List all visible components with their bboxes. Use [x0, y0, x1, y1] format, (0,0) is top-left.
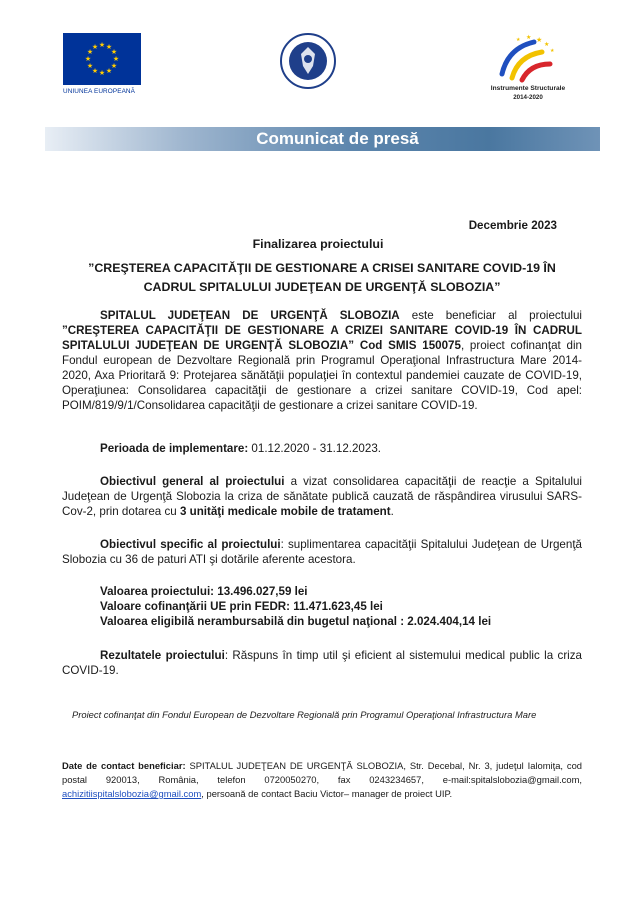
- intro-paragraph: [62, 308, 582, 413]
- eu-caption: UNIUNEA EUROPEANĂ: [63, 88, 136, 95]
- svg-text:★: ★: [105, 67, 113, 75]
- general-objective: [62, 474, 582, 519]
- eu-flag-icon: [63, 33, 141, 85]
- specific-objective-label: Obiectivul specific al proiectului: [100, 538, 281, 551]
- project-title: ”CREŞTEREA CAPACITĂŢII DE GESTIONARE A CRISEI SANITARE COVID-19 ÎN CADRUL SPITALULUI JUDEŢEAN DE URGENŢĂ SLOBOZIA”: [88, 261, 556, 294]
- results-text: : Răspuns în timp util şi eficient al sistemului medical public la criza COVID-19.: [62, 649, 583, 677]
- svg-text:★: ★: [110, 48, 118, 56]
- results-label: Rezultatele proiectului: [100, 649, 225, 662]
- banner-title: Comunicat de presă: [256, 129, 419, 148]
- title-line-1: Finalizarea proiectului: [252, 237, 384, 251]
- intro-text-2: , proiect cofinanţat din Fondul european de Dezvoltare Regională prin Programul Operaţional Infrastructura Mare 2014-2020, Axa Prioritară 9: Protejarea sănătăţii populaţiei în contextul pandemiei cauzate de COVID-19, Operaţiunea: Consolidarea capacităţii de gestionare a crizei sanitare COVID-19, Cod apel: POIM/819/9/1/Consolidarea capacităţii de gestionare a crizei sanitare COVID-19.: [62, 339, 582, 412]
- period-label: Perioada de implementare:: [100, 442, 249, 455]
- svg-text:★: ★: [91, 67, 99, 75]
- structural-instruments-icon: [502, 34, 555, 80]
- general-objective-end: .: [390, 505, 394, 518]
- svg-text:★: ★: [110, 62, 118, 70]
- svg-text:★: ★: [550, 48, 555, 54]
- project-results: [62, 648, 582, 678]
- general-objective-text: a vizat consolidarea capacităţii de reacţie a Spitalului Judeţean de Urgenţă Slobozia la criza de sănătate publică cauzată de răspândirea virusului SARS-Cov-2, prin dotarea cu: [62, 475, 582, 518]
- contact-label: Date de contact beneficiar:: [62, 760, 186, 771]
- eu-cofinancing-value: Valoare cofinanţării UE prin FEDR: 11.471.623,45 lei: [100, 600, 383, 613]
- eu-logo: [63, 33, 141, 95]
- svg-text:★: ★: [98, 69, 106, 77]
- contact-text: SPITALUL JUDEŢEAN DE URGENŢĂ SLOBOZIA, Str. Decebal, Nr. 3, judeţul Ialomiţa, cod postal 920013, România, telefon 0720050270, fax 0243234657, e-mail:spitalslobozia@gmail.com,: [62, 760, 583, 785]
- period-value: 01.12.2020 - 31.12.2023.: [248, 442, 381, 455]
- intro-text-1: este beneficiar al proiectului: [399, 309, 582, 322]
- release-date: Decembrie 2023: [468, 219, 557, 232]
- beneficiary-name: SPITALUL JUDEŢEAN DE URGENŢĂ SLOBOZIA: [100, 309, 400, 322]
- svg-text:★: ★: [536, 36, 543, 44]
- cofinancing-footnote: Proiect cofinanţat din Fondul European de Dezvoltare Regională prin Programul Operaţional Infrastructura Mare: [72, 709, 537, 720]
- svg-text:★: ★: [91, 43, 99, 51]
- svg-text:★: ★: [86, 62, 94, 70]
- press-release-banner: [45, 127, 600, 151]
- contact-text-2: , persoană de contact Baciu Victor– manager de proiect UIP.: [201, 788, 453, 799]
- contact-email-link[interactable]: achizitiispitalslobozia@gmail.com: [62, 788, 202, 799]
- svg-text:★: ★: [105, 43, 113, 51]
- svg-text:★: ★: [516, 37, 521, 43]
- national-budget-value: Valoarea eligibilă nerambursabilă din bugetul naţional : 2.024.404,14 lei: [100, 615, 492, 628]
- svg-text:★: ★: [84, 55, 92, 63]
- project-value: Valoarea proiectului: 13.496.027,59 lei: [100, 585, 308, 598]
- svg-text:★: ★: [86, 48, 94, 56]
- general-objective-highlight: 3 unităţi medicale mobile de tratament: [179, 505, 391, 518]
- general-objective-label: Obiectivul general al proiectului: [100, 475, 285, 488]
- svg-text:★: ★: [526, 34, 532, 41]
- specific-objective-text: : suplimentarea capacităţii Spitalului Judeţean de Urgenţă Slobozia cu 36 de paturi ATI şi dotările aferente acestora.: [62, 538, 582, 566]
- instrumente-structurale-logo: [478, 30, 578, 108]
- svg-text:★: ★: [544, 41, 550, 48]
- implementation-period: [100, 441, 580, 456]
- is-caption: Instrumente Structurale: [490, 85, 566, 92]
- specific-objective: [62, 537, 582, 567]
- contact-details: [62, 759, 582, 801]
- romanian-government-logo: [279, 32, 337, 90]
- project-name-code: ”CREŞTEREA CAPACITĂŢII DE GESTIONARE A CRIZEI SANITARE COVID-19 ÎN CADRUL SPITALULUI JUDEŢEAN DE URGENŢĂ SLOBOZIA” Cod SMIS 150075: [62, 324, 582, 352]
- svg-text:★: ★: [98, 41, 106, 49]
- svg-text:★: ★: [112, 55, 120, 63]
- is-years: 2014-2020: [513, 94, 543, 101]
